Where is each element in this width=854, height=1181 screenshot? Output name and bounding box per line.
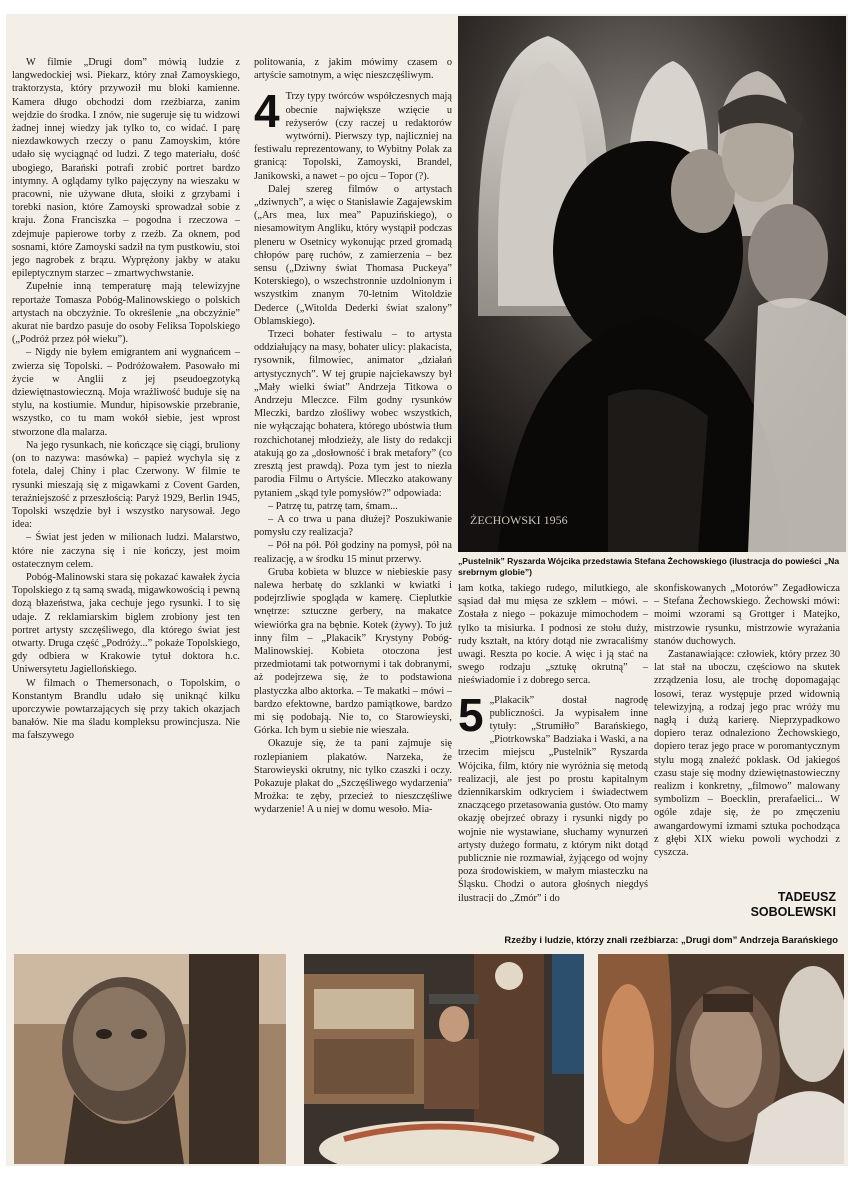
article-column-2 (254, 56, 452, 934)
article-column-3 (458, 582, 648, 902)
paragraph: Gruba kobieta w bluzce w niebieskie pasy nalewa herbatę do szklanki w kwiatki i podejrzliwie spogląda w kamerę. Cieplutkie wnętrze: sztuczne gerbery, na makatce wiewiórka gra na bębnie. Kotek (żywy). To już inny film – „Plakacik” Krystyny Pobóg-Malinowskiej. Kobieta otoczona jest przedmiotami tak potwornymi i tak dobranymi, aż podejrzewa się, że to podstawiona plastyczka albo aktorka. – Te makatki – mówi – bardzo efektowne, bardzo pamiątkowe, bardzo mi się podobają. Nie to, co Starowieyski, Górka. Ich bym u siebie nie wieszała. (254, 566, 452, 737)
pustelnik-illustration-photo (458, 16, 846, 552)
paragraph: – Patrzę tu, patrzę tam, śmam... (268, 500, 398, 512)
section-number-4: 4 (254, 85, 280, 138)
paragraph: Okazuje się, że ta pani zajmuje się rozlepianiem plakatów. Narzeka, że Starowieyski okrutny, nic tylko czaszki i oczy. Pokazuje plakat do „Szczęśliwego wydarzenia” Mrożka: te zęby, przecież to nieszczęśliwe wydarzenie! A u niej w domu wesoło. Mia- (254, 738, 452, 816)
section-number-5: 5 (458, 688, 484, 741)
paragraph: – Świat jest jeden w milionach ludzi. Malarstwo, które nie zaczyna się i nie kończy, jest moim ostatecznym celem. (12, 532, 240, 570)
author-byline (751, 890, 836, 920)
paragraph: skonfiskowanych „Motorów” Zegadłowicza – Stefana Żechowskiego. Żechowski mówi: moimi wzorami są Grottger i Matejko, mistrzowie rysunku, mistrzowie wyrażania stanów duchowych. (654, 583, 840, 647)
paragraph: Dalej szereg filmów o artystach „dziwnych”, a więc o Stanisławie Zagajewskim („Ars mea, lux mea” Papuzińskiego), o niesamowitym Angliku, który wystąpił podczas pleneru w Osetnicy wykonując przed gromadą chłopów parę ruchów, z zamierzenia – bez sensu („Dziwny świat Thomasa Puckeya” Koterskiego), o wszechstronnie uzdolnionym i wszystkim znanym 70-letnim Witoldzie Dederce („Witolda Dederki świat szalony” Oblamskiego). (254, 183, 452, 327)
illustration-drawing (458, 16, 846, 552)
paragraph: – Pół na pół. Pół godziny na pomysł, pół na realizację, a w środku 15 minut przerwy. (254, 540, 452, 565)
paragraph: Zastanawiające: człowiek, który przez 30 lat stał na uboczu, częściowo na skutek zrządzenia losu, ale trochę dopomagając losowi, teraz występuje przed widownią telewizyjną, a rodzaj jego prac wróży mu nagłą i dużą karierę. Nieprzypadkowo dopiero teraz odnaleziono Żechowskiego, dopiero teraz jego prace w poromantycznym stylu mogą znaleźć poklask. Od jakiegoś czasu staje się modny dziewiętnastowieczny realizm i konkretny, „filmowo” malowany symbolizm – Boecklin, prerafaelici... W ogóle zdaje się, że po zmęczeniu awangardowymi izmami sztuka pochodząca z głębi XIX wieku powoli wychodzi z cyszcza. (654, 649, 840, 859)
paragraph: politowania, z jakim mówimy czasem o artyście samotnym, a więc nieszczęśliwym. (254, 57, 452, 82)
paragraph: Na jego rysunkach, nie kończące się ciągi, bruliony (on to nazywa: masówka) – papież wychyla się z fotela, dalej Chiny i plac Czerwony. W filmie te rysunki mieszają się z migawkami z Covent Garden, teraźniejszość z przeszłością: Paryż 1929, Berlin 1945, Topolski wszędzie był i wszystko narysował. Jego idea: (12, 439, 240, 531)
paragraph: łam kotka, takiego rudego, milutkiego, ale sąsiad dał mu mięsa ze szkłem – mówi. – Została z niego – pokazuje mimochodem – tylko ta misiurka. I podnosi ze stołu duży, rudy kształt, na który dotąd nie zwracaliśmy uwagi. Reszta po kocie. A więc i ją stać na swego rodzaju „sztukę okrutną” – nieświadomie i z dobrego serca. (458, 583, 648, 687)
interior-drawing (304, 954, 584, 1164)
bottom-photo-caption: Rzeźby i ludzie, którzy znali rzeźbiarza: „Drugi dom” Andrzeja Barańskiego (504, 934, 838, 945)
author-first-name: TADEUSZ (777, 890, 836, 904)
paragraph: „Plakacik” dostał nagrodę publiczności. Ja wypisałem inne tytuły: „Strumiłło” Barańskiego, „Piotrkowska” Badziaka i Waski, a na trzecim miejscu „Pustelnik” Ryszarda Wójcika, film, który nie wyróżnia się metodą realizacji, ale jest po prostu kapitalnym dziennikarskim odkryciem i świadectwem znaczącego przetasowania gustów. Oto mamy okazję obejrzeć obrazy i rysunki nigdy po wojnie nie wystawiane, słuchamy wynurzeń artysty dużego formatu, z którym nikt dotąd publicznie nie rozmawiał, żyjącego od wojny poza środowiskiem, w małym miasteczku na Śląsku. Chodzi o autora głośnych niegdyś ilustracji do „Zmór” i do (458, 694, 648, 902)
paragraph: Pobóg-Malinowski stara się pokazać kawałek życia Topolskiego z tą samą swadą, migawkowością i pewną dozą błazeństwa, jaka cechuje jego rysunki. I to się udaje. Z reklamiarskim biglem zrobiony jest ten portret artysty szczęśliwego, dla którego świat jest otwarty. Druga część „Podróży...” pokaże Topolskiego, gdy odbiera w Krakowie tytuł doktora h.c. Uniwersytetu Jagiellońskiego. (12, 571, 240, 676)
magazine-page (6, 14, 848, 1166)
article-column-4 (654, 582, 840, 902)
sculpture-head-photo (14, 954, 286, 1164)
paragraph: W filmach o Themersonach, o Topolskim, o Konstantym Brandlu udało się uniknąć kilku uporczywie powtarzających się przy takich okazjach banałów. Nie ma śladu kompleksu prowincjusza. Nie ma fałszywego (12, 677, 240, 742)
paragraph: Trzeci bohater festiwalu – to artysta oddziałujący na masy, bohater ulicy: plakacista, rysownik, filmowiec, animator „działań artystycznych”. W tej grupie najciekawszy był „Mały wielki świat” Andrzeja Titkowa o Andrzeju Mleczce. Film godny rysunków Mleczki, bardzo złośliwy wobec wszystkich, nie wyłączając bohatera, którego ubóstwia tłum rozchichotanej młodzieży, ale listy do redakcji atakują go za „dosłowność i brak metafory” (co zresztą jest prawdą). Poza tym jest to niezła parodia Filmu o Artyście. Mleczko atakowany pytaniem „skąd tyle pomysłów?” odpowiada: (254, 329, 452, 499)
faces-drawing (598, 954, 844, 1164)
paragraph: W filmie „Drugi dom” mówią ludzie z langwedockiej wsi. Piekarz, który znał Zamoyskiego, traktorzysta, który przywoził mu bloki kamienne. Kamera długo obchodzi dom rzeźbiarza, zanim wejdzie do środka. I znów, nie sugeruje się tu widzowi żadnej innej wiedzy jak tylko to, co widać. I parę niezdawkowych rzeczy o panu Zamoyskim, które udało się wyciągnąć od ludzi. Z tego materiału, dość ubogiego, Barański potrafi zrobić portret bardzo intymny. A oglądamy tylko pajęczyny na wieszaku w pracowni, nie używane dłuta, słoiki z grzybami i torebki nasion, które Zamoyski sprowadzał sobie z kraju. Żona Franciszka – pogodna i rzeczowa – zdejmuje papierowe torby z rzeźb. Za oknem, pod sosnami, które Zamoyski sadził na tym pustkowiu, stoi jego nagrobek z brązu. Wyprężony jakby w ataku epileptycznym starzec – zmartwychwstanie. (12, 57, 240, 280)
interior-man-photo (304, 954, 584, 1164)
author-last-name: SOBOLEWSKI (750, 905, 836, 919)
top-photo-caption: „Pustelnik” Ryszarda Wójcika przedstawia Stefana Żechowskiego (ilustracja do powieści „Na srebrnym globie”) (458, 556, 840, 577)
paragraph: – A co trwa u pana dłużej? Poszukiwanie pomysłu czy realizacja? (254, 513, 452, 539)
paragraph: Trzy typy twórców współczesnych mają obecnie największe wzięcie u reżyserów (czy raczej u redaktorów wytwórni). Pierwszy typ, najliczniej na festiwalu reprezentowany, to Wybitny Polak za granicą: Topolski, Zamoyski, Brandel, Janikowski, a nawet – po ojcu – Topor (?). (254, 91, 452, 182)
paragraph: – Nigdy nie byłem emigrantem ani wygnańcem – zwierza się Topolski. – Podróżowałem. Pasowało mi życie w Anglii z jej pseudoegzotyką dziewiętnastowieczną. Moja wrażliwość buduje się na stylu, na kostiumie. Mundur, hipisowskie przebranie, wszystko, co tu mam wokół siebie, jest wprost stworzone dla malarza. (12, 347, 240, 438)
article-column-1 (12, 56, 240, 944)
sculpture-drawing (14, 954, 286, 1164)
paragraph: Zupełnie inną temperaturę mają telewizyjne reportaże Tomasza Pobóg-Malinowskiego o polskich artystach na obczyźnie. To określenie „na obczyźnie” akurat nie bardzo pasuje do osoby Feliksa Topolskiego („Podróż przez pół wieku”). (12, 281, 240, 346)
illustration-signature: ŻECHOWSKI 1956 (470, 513, 568, 527)
sculpted-faces-photo (598, 954, 844, 1164)
